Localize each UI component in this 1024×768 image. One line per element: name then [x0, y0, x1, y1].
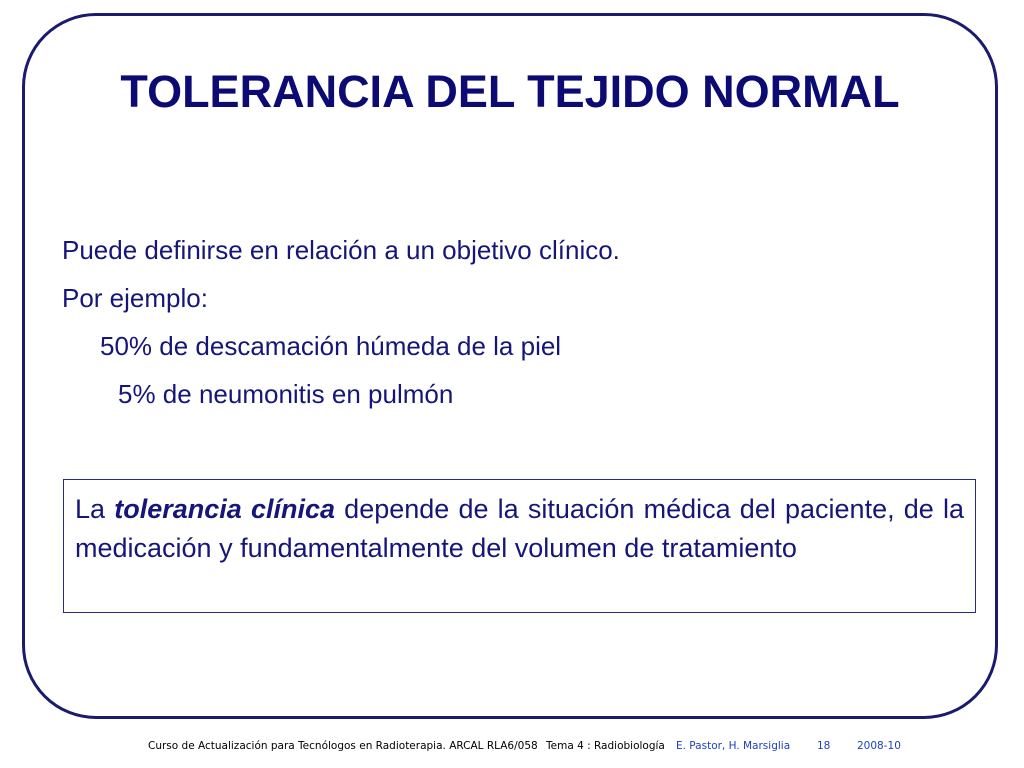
note-emphasis: tolerancia clínica	[114, 494, 335, 524]
slide-body	[62, 226, 620, 418]
note-prefix: La	[75, 494, 115, 524]
body-line-example-heading: Por ejemplo:	[62, 283, 208, 313]
footer-page-number: 18	[817, 740, 831, 752]
footer-topic: Tema 4 : Radiobiología	[546, 740, 665, 752]
footer-authors: E. Pastor, H. Marsiglia	[676, 740, 791, 752]
slide-title: TOLERANCIA DEL TEJIDO NORMAL	[120, 66, 900, 117]
body-line-example-skin: 50% de descamación húmeda de la piel	[100, 331, 562, 361]
footer-course: Curso de Actualización para Tecnólogos en Radioterapia. ARCAL RLA6/058	[148, 740, 538, 752]
clinical-tolerance-note-box	[63, 479, 976, 613]
footer-date: 2008-10	[857, 740, 901, 752]
body-line-definition: Puede definirse en relación a un objetivo clínico.	[62, 235, 620, 265]
clinical-tolerance-note	[75, 490, 964, 568]
body-line-example-lung: 5% de neumonitis en pulmón	[118, 379, 454, 409]
note-suffix: depende de la situación médica del paciente, de la medicación y fundamentalmente del volumen de tratamiento	[75, 494, 964, 563]
